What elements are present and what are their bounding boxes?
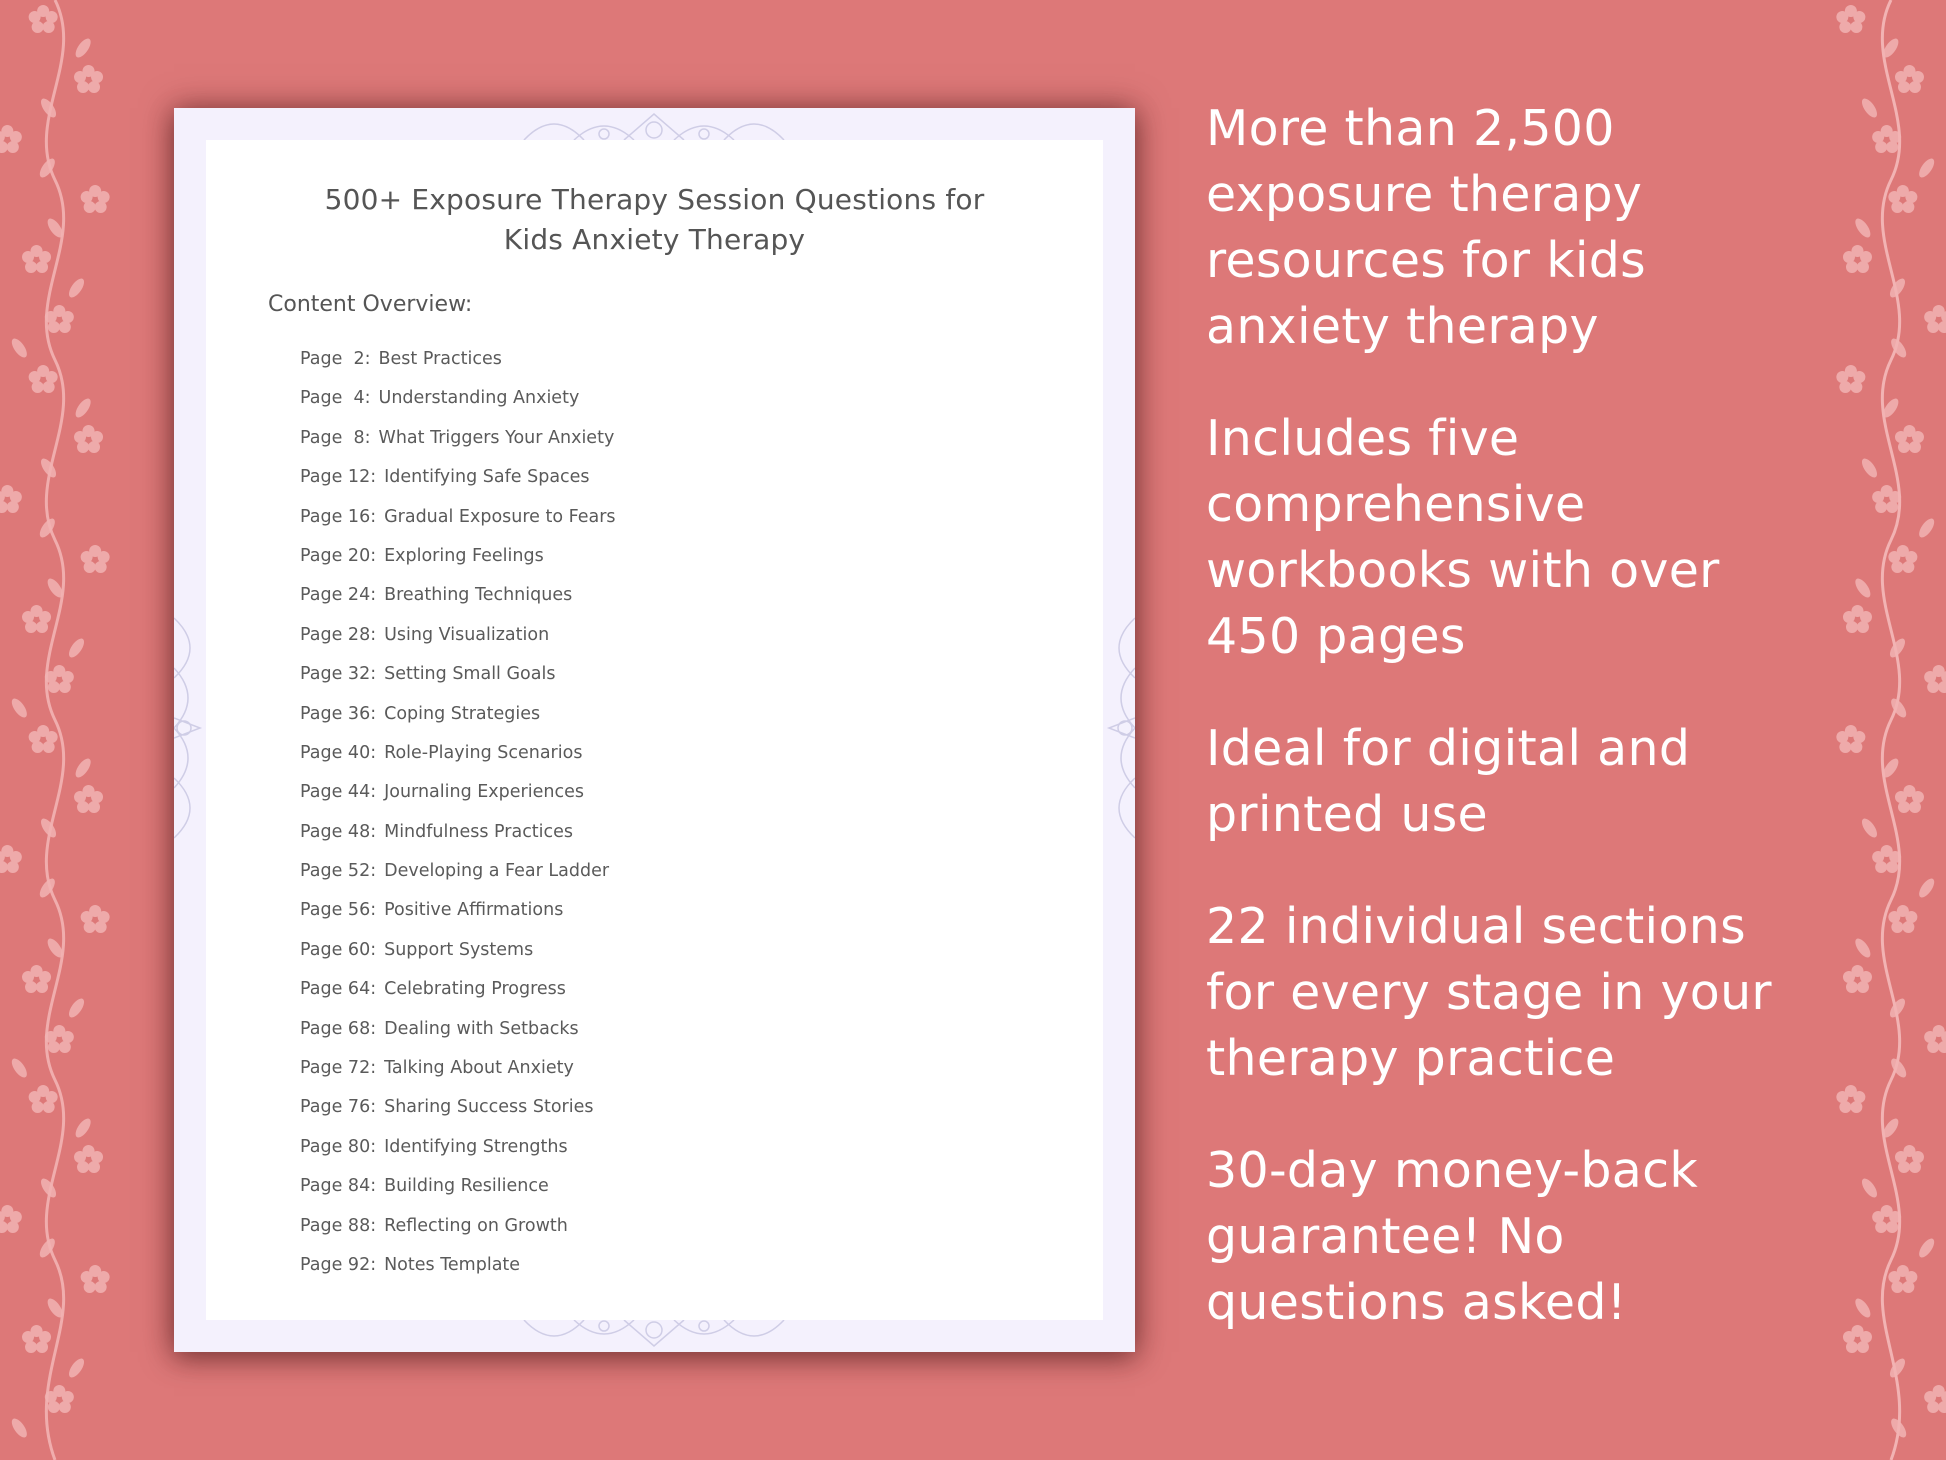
toc-page-number: Page 68: — [300, 1018, 377, 1039]
feature-line: exposure therapy — [1206, 166, 1643, 223]
toc-page-number: Page 2: — [300, 349, 371, 369]
toc-item — [300, 899, 616, 938]
feature-line: 22 individual sections — [1206, 898, 1746, 955]
feature-line: printed use — [1206, 786, 1488, 843]
worksheet-title-line: Kids Anxiety Therapy — [503, 223, 806, 256]
toc-page-number: Page 16: — [300, 506, 377, 527]
toc-page-number: Page 4: — [300, 388, 371, 409]
toc-page-number: Page 88: — [300, 1215, 377, 1236]
floral-vine-left-icon — [0, 0, 130, 1460]
toc-item — [300, 427, 616, 466]
toc-topic: Positive Affirmations — [384, 900, 564, 921]
toc-item — [300, 584, 616, 623]
toc-item — [300, 387, 616, 426]
toc-topic: Dealing with Setbacks — [384, 1018, 579, 1039]
mandala-top-icon — [514, 108, 794, 140]
toc-topic: Talking About Anxiety — [384, 1058, 574, 1079]
toc-page-number: Page 36: — [300, 703, 377, 724]
toc-page-number: Page 72: — [300, 1058, 377, 1079]
feature-paragraph — [1206, 716, 1906, 848]
toc-topic: Sharing Success Stories — [384, 1097, 594, 1118]
toc-item — [300, 1215, 616, 1254]
toc-page-number: Page 8: — [300, 427, 371, 448]
toc-page-number: Page 28: — [300, 624, 377, 645]
feature-line: Ideal for digital and — [1206, 720, 1691, 777]
toc-page-number: Page 92: — [300, 1254, 377, 1275]
toc-topic: Setting Small Goals — [384, 664, 556, 685]
toc-topic: Journaling Experiences — [384, 782, 584, 803]
feature-line: guarantee! No — [1206, 1208, 1565, 1265]
feature-line: More than 2,500 — [1206, 100, 1615, 157]
toc-page-number: Page 24: — [300, 585, 377, 606]
feature-line: 450 pages — [1206, 608, 1466, 665]
toc-topic: Building Resilience — [384, 1176, 549, 1197]
feature-line: resources for kids — [1206, 232, 1647, 289]
toc-topic: What Triggers Your Anxiety — [378, 427, 615, 448]
feature-paragraph — [1206, 1138, 1906, 1336]
toc-item — [300, 939, 616, 978]
toc-item — [300, 545, 616, 584]
toc-topic: Understanding Anxiety — [378, 388, 580, 409]
toc-item — [300, 466, 616, 505]
mandala-left-icon — [174, 608, 206, 848]
toc-topic: Using Visualization — [384, 624, 550, 645]
toc-page-number: Page 56: — [300, 900, 377, 921]
toc-page-number: Page 80: — [300, 1136, 377, 1157]
feature-line: therapy practice — [1206, 1030, 1616, 1087]
worksheet-page — [174, 108, 1135, 1352]
toc-page-number: Page 48: — [300, 821, 377, 842]
feature-paragraph — [1206, 406, 1906, 670]
toc-page-number: Page 64: — [300, 979, 377, 1000]
toc-topic: Mindfulness Practices — [384, 821, 574, 842]
feature-list — [1206, 96, 1906, 1382]
mandala-right-icon — [1103, 608, 1135, 848]
feature-line: questions asked! — [1206, 1274, 1627, 1331]
toc-topic: Role-Playing Scenarios — [384, 742, 583, 763]
toc-page-number: Page 60: — [300, 939, 377, 960]
toc-item — [300, 1096, 616, 1135]
toc-page-number: Page 32: — [300, 664, 377, 685]
feature-paragraph — [1206, 96, 1906, 360]
feature-line: anxiety therapy — [1206, 298, 1599, 355]
toc-page-number: Page 84: — [300, 1176, 377, 1197]
toc-item — [300, 1057, 616, 1096]
toc-page-number: Page 40: — [300, 742, 377, 763]
toc-page-number: Page 76: — [300, 1097, 377, 1118]
worksheet-title-line: 500+ Exposure Therapy Session Questions for — [324, 183, 985, 216]
toc-page-number: Page 20: — [300, 545, 377, 566]
toc-item — [300, 781, 616, 820]
feature-line: comprehensive — [1206, 476, 1586, 533]
toc-item — [300, 1254, 616, 1293]
toc-item — [300, 624, 616, 663]
toc-topic: Best Practices — [378, 349, 502, 369]
toc-topic: Coping Strategies — [384, 703, 541, 724]
worksheet-title — [206, 180, 1103, 260]
toc-item — [300, 703, 616, 742]
toc-page-number: Page 44: — [300, 782, 377, 803]
toc-topic: Identifying Safe Spaces — [384, 467, 590, 488]
toc-topic: Exploring Feelings — [384, 545, 544, 566]
toc-item — [300, 860, 616, 899]
toc-topic: Identifying Strengths — [384, 1136, 568, 1157]
toc-topic: Support Systems — [384, 939, 534, 960]
content-overview-label: Content Overview: — [268, 292, 473, 317]
mandala-bottom-icon — [514, 1320, 794, 1352]
feature-line: 30-day money-back — [1206, 1142, 1699, 1199]
feature-line: workbooks with over — [1206, 542, 1720, 599]
toc-topic: Gradual Exposure to Fears — [384, 506, 616, 527]
toc-topic: Developing a Fear Ladder — [384, 861, 610, 882]
toc-item — [300, 1136, 616, 1175]
feature-line: Includes five — [1206, 410, 1520, 467]
feature-line: for every stage in your — [1206, 964, 1772, 1021]
toc-item — [300, 348, 616, 387]
toc-item — [300, 821, 616, 860]
feature-paragraph — [1206, 894, 1906, 1092]
toc-item — [300, 742, 616, 781]
toc-item — [300, 1018, 616, 1057]
toc-topic: Breathing Techniques — [384, 585, 573, 606]
toc-item — [300, 506, 616, 545]
toc-topic: Celebrating Progress — [384, 979, 566, 1000]
toc-topic: Reflecting on Growth — [384, 1215, 568, 1236]
table-of-contents — [300, 348, 616, 1293]
toc-topic: Notes Template — [384, 1254, 521, 1275]
toc-item — [300, 1175, 616, 1214]
toc-page-number: Page 52: — [300, 861, 377, 882]
worksheet-content — [206, 140, 1103, 1320]
toc-item — [300, 978, 616, 1017]
toc-page-number: Page 12: — [300, 467, 377, 488]
toc-item — [300, 663, 616, 702]
